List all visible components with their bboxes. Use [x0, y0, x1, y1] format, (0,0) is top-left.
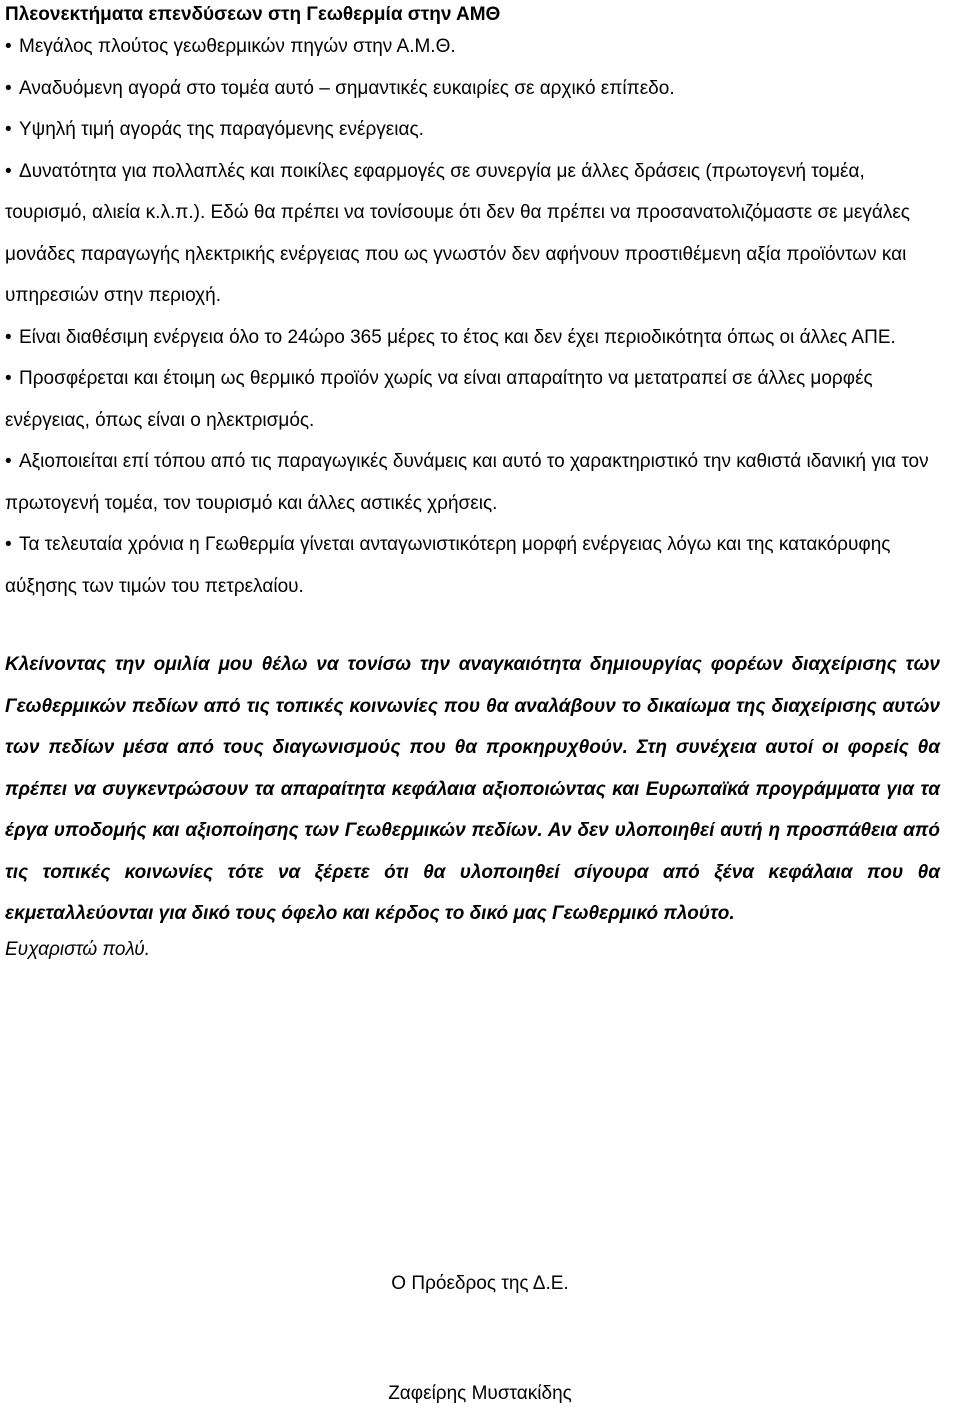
list-item: [5, 26, 940, 68]
list-item-text: Αξιοποιείται επί τόπου από τις παραγωγικές δυνάμεις και αυτό το χαρακτηριστικό την καθιστά ιδανική για τον πρωτογενή τομέα, τον τουρισμό και άλλες αστικές χρήσεις.: [5, 451, 929, 514]
bullet-icon: •: [5, 451, 12, 472]
bullet-icon: •: [5, 368, 12, 389]
list-item-text: Δυνατότητα για πολλαπλές και ποικίλες εφαρμογές σε συνεργία με άλλες δράσεις (πρωτογενή τομέα, τουρισμό, αλιεία κ.λ.π.). Εδώ θα πρέπει να τονίσουμε ότι δεν θα πρέπει να προσανατολιζόμαστε σε μεγάλες μονάδες παραγωγής ηλεκτρικής ενέργειας που ως γνωστόν δεν αφήνουν προστιθέμενη αξία προϊόντων και υπηρεσιών στην περιοχή.: [5, 160, 910, 306]
signature-role: Ο Πρόεδρος της Δ.Ε.: [391, 1273, 569, 1294]
list-item-text: Υψηλή τιμή αγοράς της παραγόμενης ενέργειας.: [19, 119, 424, 140]
section-heading: Πλεονεκτήματα επενδύσεων στη Γεωθερμία στην ΑΜΘ: [5, 4, 501, 25]
advantages-list: [5, 26, 940, 607]
list-item-text: Αναδυόμενη αγορά στο τομέα αυτό – σημαντικές ευκαιρίες σε αρχικό επίπεδο.: [19, 77, 675, 99]
bullet-icon: •: [5, 534, 12, 555]
list-item: [5, 151, 940, 317]
closing-paragraph: Κλείνοντας την ομιλία μου θέλω να τονίσω την αναγκαιότητα δημιουργίας φορέων διαχείρισης των Γεωθερμικών πεδίων από τις τοπικές κοινωνίες που θα αναλάβουν το δικαίωμα της διαχείρισης αυτών των πεδίων μέσα από τους διαγωνισμούς που θα προκηρυχθούν. Στη συνέχεια αυτοί οι φορείς θα πρέπει να συγκεντρώσουν τα απαραίτητα κεφάλαια αξιοποιώντας και Ευρωπαϊκά προγράμματα για τα έργα υποδομής και αξιοποίησης των Γεωθερμικών πεδίων. Αν δεν υλοποιηθεί αυτή η προσπάθεια από τις τοπικές κοινωνίες τότε να ξέρετε ότι θα υλοποιηθεί σίγουρα από ξένα κεφάλαια που θα εκμεταλλεύονται για δικό τους όφελο και κέρδος το δικό μας Γεωθερμικό πλούτο.: [5, 654, 940, 924]
bullet-icon: •: [5, 36, 12, 57]
bullet-icon: •: [5, 160, 12, 182]
list-item: [5, 524, 940, 607]
list-item-text: Τα τελευταία χρόνια η Γεωθερμία γίνεται ανταγωνιστικότερη μορφή ενέργειας λόγω και της κατακόρυφης αύξησης των τιμών του πετρελαίου.: [5, 534, 891, 597]
bullet-icon: •: [5, 77, 12, 99]
bullet-icon: •: [5, 326, 12, 348]
list-item: [5, 68, 940, 110]
list-item: [5, 317, 940, 359]
thanks-line: Ευχαριστώ πολύ.: [5, 938, 150, 960]
document-body: [5, 0, 940, 965]
bullet-icon: •: [5, 119, 12, 140]
list-item-text: Προσφέρεται και έτοιμη ως θερμικό προϊόν χωρίς να είναι απαραίτητο να μετατραπεί σε άλλες μορφές ενέργειας, όπως είναι ο ηλεκτρισμός.: [5, 368, 873, 431]
list-item-text: Είναι διαθέσιμη ενέργεια όλο το 24ώρο 365 μέρες το έτος και δεν έχει περιοδικότητα όπως οι άλλες ΑΠΕ.: [19, 326, 896, 348]
list-item: [5, 358, 940, 441]
signature-name: Ζαφείρης Μυστακίδης: [388, 1383, 572, 1404]
list-item: [5, 109, 940, 151]
list-item: [5, 441, 940, 524]
list-item-text: Μεγάλος πλούτος γεωθερμικών πηγών στην Α.Μ.Θ.: [19, 36, 456, 57]
